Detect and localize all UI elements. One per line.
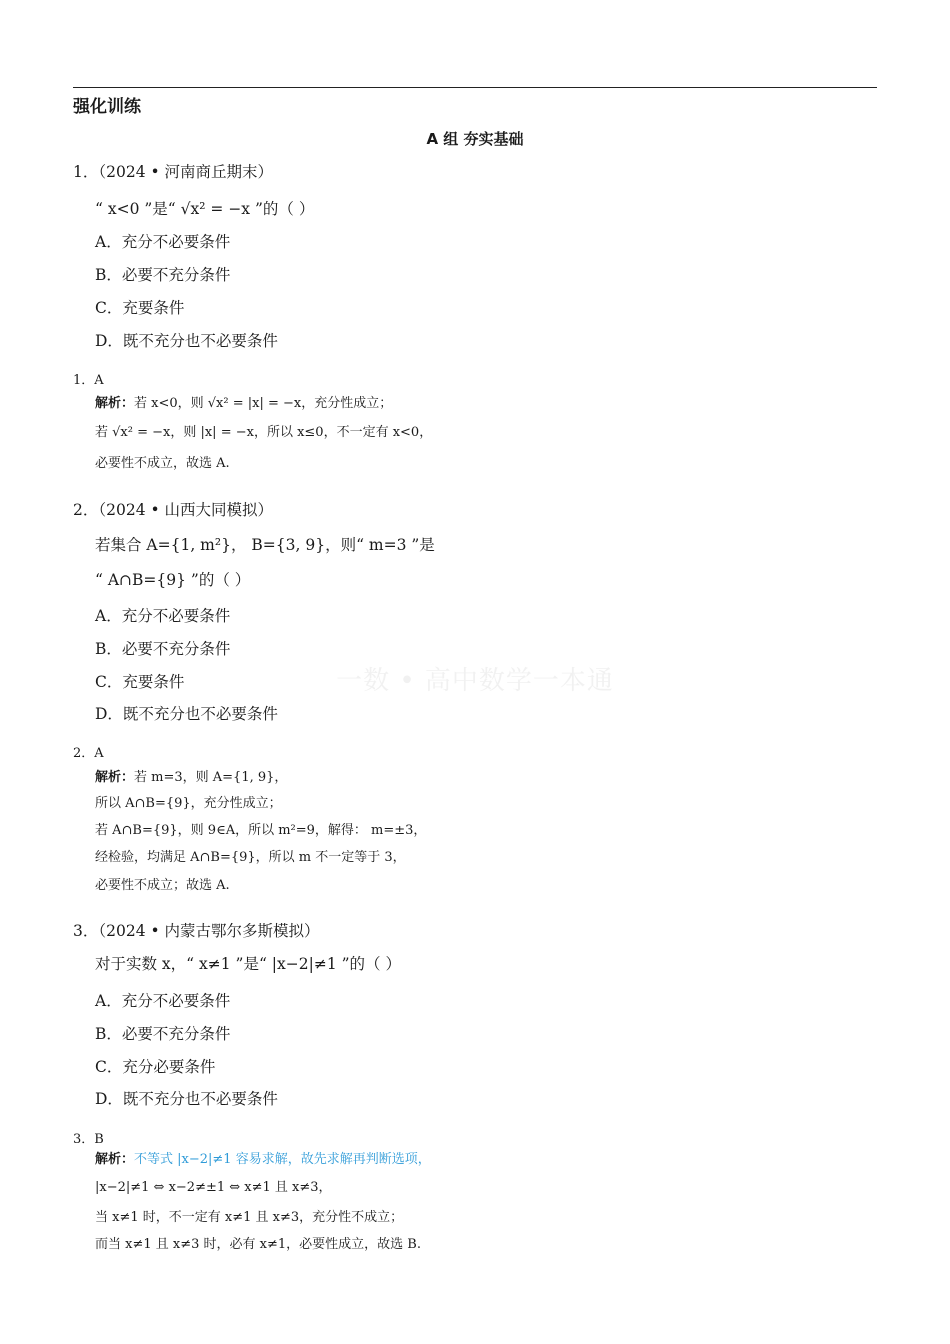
analysis-text: 若 x<0，则 √x² = |x| = −x，充分性成立；	[134, 396, 393, 411]
section-title: 强化训练	[73, 97, 141, 117]
question-2-option-b: B．必要不充分条件	[95, 640, 231, 658]
question-3-stem: 对于实数 x，“ x≠1 ”是“ |x−2|≠1 ”的（ ）	[95, 955, 401, 973]
question-3-option-a: A．充分不必要条件	[95, 992, 231, 1010]
question-2-head: 2．（2024 • 山西大同模拟）	[73, 501, 274, 519]
question-2-option-d: D．既不充分也不必要条件	[95, 705, 278, 723]
question-3-option-b: B．必要不充分条件	[95, 1025, 231, 1043]
answer-2-analysis-line-5: 必要性不成立；故选 A.	[95, 878, 230, 893]
answer-2-analysis-line-3: 若 A∩B={9}，则 9∈A，所以 m²=9，解得： m=±3，	[95, 823, 427, 838]
question-3-option-d: D．既不充分也不必要条件	[95, 1090, 278, 1108]
answer-1-analysis-line-1	[95, 392, 392, 411]
answer-2-analysis-line-1	[95, 766, 287, 785]
question-1-option-c: C．充要条件	[95, 299, 185, 317]
answer-2-analysis-line-2: 所以 A∩B={9}，充分性成立；	[95, 796, 282, 811]
analysis-label: 解析：	[95, 770, 135, 785]
watermark: 一数 • 高中数学一本通	[336, 666, 614, 696]
question-2-option-a: A．充分不必要条件	[95, 607, 231, 625]
question-2-option-c: C．充要条件	[95, 673, 185, 691]
analysis-text: 若 m=3，则 A={1, 9}，	[134, 770, 288, 785]
answer-3-analysis-line-1	[95, 1148, 431, 1167]
question-1-stem: “ x<0 ”是“ √x² = −x ”的（ ）	[95, 200, 315, 218]
answer-3-analysis-line-3: 当 x≠1 时，不一定有 x≠1 且 x≠3，充分性不成立；	[95, 1210, 404, 1225]
analysis-label: 解析：	[95, 396, 135, 411]
question-1-option-d: D．既不充分也不必要条件	[95, 332, 278, 350]
answer-1-number: 1．A	[73, 373, 104, 388]
question-1-head: 1．（2024 • 河南商丘期末）	[73, 163, 274, 181]
question-3-head: 3．（2024 • 内蒙古鄂尔多斯模拟）	[73, 922, 320, 940]
answer-3-analysis-line-2: |x−2|≠1 ⇔ x−2≠±1 ⇔ x≠1 且 x≠3，	[95, 1180, 332, 1195]
question-1-option-a: A．充分不必要条件	[95, 233, 231, 251]
question-3-option-c: C．充分必要条件	[95, 1058, 216, 1076]
answer-3-analysis-line-4: 而当 x≠1 且 x≠3 时，必有 x≠1，必要性成立，故选 B.	[95, 1237, 421, 1252]
question-2-stem-line-1: 若集合 A={1, m²}， B={3, 9}，则“ m=3 ”是	[95, 536, 435, 554]
group-title: A 组 夯实基础	[426, 130, 524, 148]
question-2-stem-line-2: “ A∩B={9} ”的（ ）	[95, 571, 251, 589]
analysis-label: 解析：	[95, 1152, 135, 1167]
header-rule	[73, 87, 877, 88]
answer-1-analysis-line-3: 必要性不成立，故选 A.	[95, 456, 230, 471]
question-1-option-b: B．必要不充分条件	[95, 266, 231, 284]
answer-1-analysis-line-2: 若 √x² = −x，则 |x| = −x，所以 x≤0，不一定有 x<0，	[95, 425, 433, 440]
answer-2-analysis-line-4: 经检验，均满足 A∩B={9}，所以 m 不一定等于 3，	[95, 850, 406, 865]
analysis-note: 不等式 |x−2|≠1 容易求解，故先求解再判断选项，	[134, 1152, 431, 1167]
answer-2-number: 2．A	[73, 746, 104, 761]
answer-3-number: 3．B	[73, 1132, 104, 1147]
